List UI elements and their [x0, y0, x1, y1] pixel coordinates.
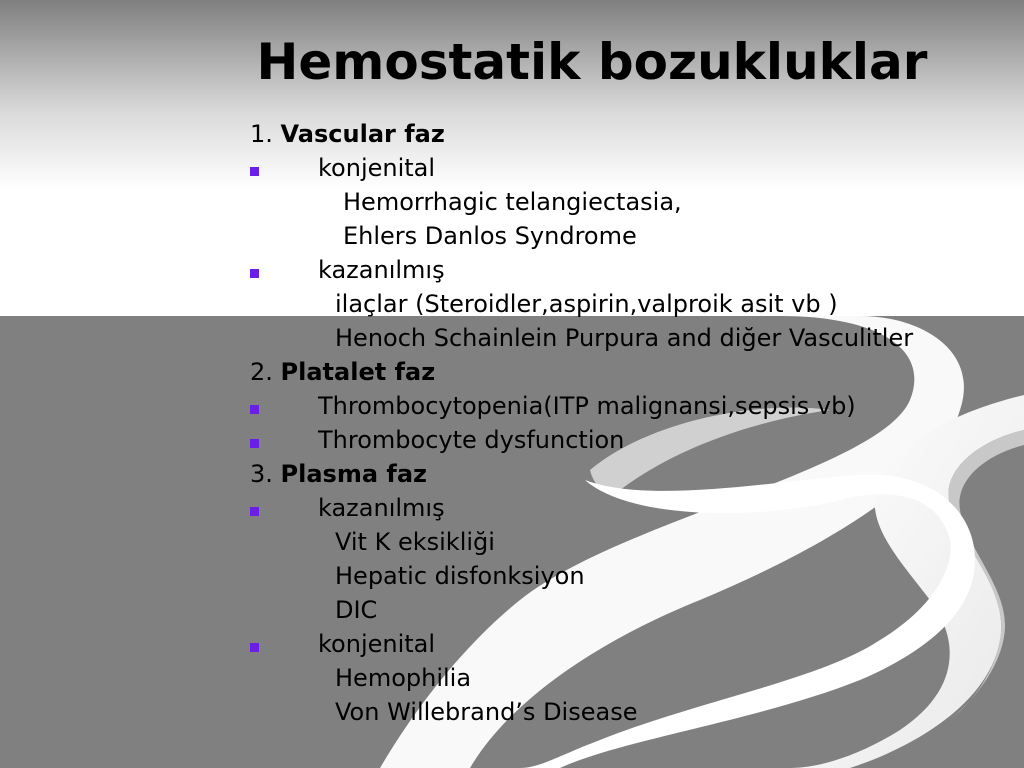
list-subitem: Hepatic disfonksiyon [335, 562, 585, 590]
section-number-3: 3. [250, 460, 273, 488]
list-item-kazanilmis: kazanılmış [318, 256, 445, 284]
list-subitem: Hemorrhagic telangiectasia, [343, 188, 682, 216]
section-heading-3 [250, 457, 427, 491]
list-item-thrombocyte-dysfunction: Thrombocyte dysfunction [318, 426, 625, 454]
section-title-3: Plasma faz [280, 460, 428, 488]
bullet-marker [250, 405, 259, 414]
list-item-konjenital: konjenital [318, 154, 436, 182]
list-item-konjenital: konjenital [318, 630, 436, 658]
bullet-marker [250, 439, 259, 448]
list-subitem: Vit K eksikliği [335, 528, 495, 556]
section-title-1: Vascular faz [280, 120, 445, 148]
section-number-1: 1. [250, 120, 273, 148]
list-subitem: Henoch Schainlein Purpura and diğer Vasculitler [335, 324, 914, 352]
list-subitem: DIC [335, 596, 378, 624]
section-heading-2 [250, 355, 435, 389]
bullet-marker [250, 643, 259, 652]
bullet-marker [250, 167, 259, 176]
list-subitem: Von Willebrand’s Disease [335, 698, 638, 726]
bullet-marker [250, 507, 259, 516]
section-title-2: Platalet faz [280, 358, 436, 386]
slide-title: Hemostatik bozukluklar [256, 33, 928, 91]
list-item-kazanilmis: kazanılmış [318, 494, 445, 522]
bullet-marker [250, 269, 259, 278]
list-subitem: Hemophilia [335, 664, 472, 692]
section-number-2: 2. [250, 358, 273, 386]
list-item-thrombocytopenia: Thrombocytopenia(ITP malignansi,sepsis vb) [318, 392, 856, 420]
list-subitem: ilaçlar (Steroidler,aspirin,valproik asit vb ) [335, 290, 838, 318]
section-heading-1 [250, 117, 445, 151]
list-subitem: Ehlers Danlos Syndrome [343, 222, 637, 250]
slide-content [0, 117, 1024, 737]
